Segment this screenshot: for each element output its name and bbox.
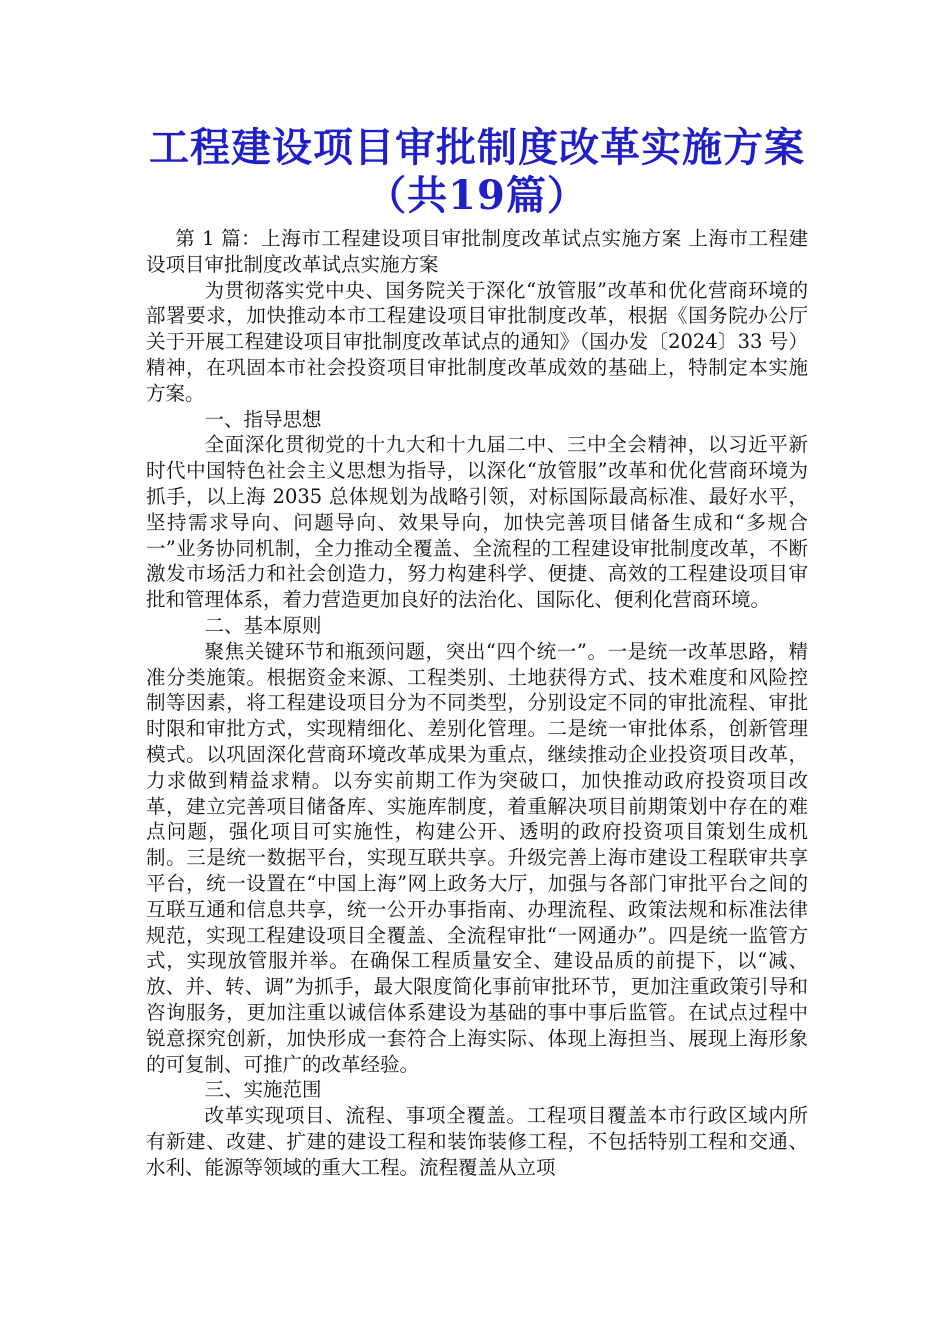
body-paragraph: 改革实现项目、流程、事项全覆盖。工程项目覆盖本市行政区域内所有新建、改建、扩建的建设工程和装饰装修工程，不包括特别工程和交通、水利、能源等领域的重大工程。流程覆盖从立项 <box>146 1104 808 1179</box>
body-paragraph: 聚焦关键环节和瓶颈问题，突出“四个统一”。一是统一改革思路，精准分类施策。根据资金来源、工程类别、土地获得方式、技术难度和风险控制等因素，将工程建设项目分为不同类型，分别设定不同的审批流程、审批时限和审批方式，实现精细化、差别化管理。二是统一审批体系，创新管理模式。以巩固深化营商环境改革成果为重点，继续推动企业投资项目改革，力求做到精益求精。以夯实前期工作为突破口，加快推动政府投资项目改革，建立完善项目储备库、实施库制度，着重解决项目前期策划中存在的难点问题，强化项目可实施性，构建公开、透明的政府投资项目策划生成机制。三是统一数据平台，实现互联共享。升级完善上海市建设工程联审共享平台，统一设置在“中国上海”网上政务大厅，加强与各部门审批平台之间的互联互通和信息共享，统一公开办事指南、办理流程、政策法规和标准法律规范，实现工程建设项目全覆盖、全流程审批“一网通办”。四是统一监管方式，实现放管服并举。在确保工程质量安全、建设品质的前提下，以“减、放、并、转、调”为抓手，最大限度简化事前审批环节，更加注重政策引导和咨询服务，更加注重以诚信体系建设为基础的事中事后监管。在试点过程中锐意探究创新，加快形成一套符合上海实际、体现上海担当、展现上海形象的可复制、可推广的改革经验。 <box>146 639 808 1076</box>
document-title: 工程建设项目审批制度改革实施方案（共19篇） <box>149 124 805 219</box>
document-body <box>146 226 808 1180</box>
body-paragraph: 为贯彻落实党中央、国务院关于深化“放管服”改革和优化营商环境的部署要求，加快推动本市工程建设项目审批制度改革，根据《国务院办公厅关于开展工程建设项目审批制度改革试点的通知》（国办发〔2024〕33 号）精神，在巩固本市社会投资项目审批制度改革成效的基础上，特制定本实施方案。 <box>146 278 808 405</box>
section-heading: 一、指导思想 <box>204 407 322 431</box>
body-paragraph: 全面深化贯彻党的十九大和十九届二中、三中全会精神，以习近平新时代中国特色社会主义思想为指导，以深化“放管服”改革和优化营商环境为抓手，以上海 2035 总体规划为战略引领，对标国际最高标准、最好水平，坚持需求导向、问题导向、效果导向，加快完善项目储备生成和“多规合一”业务协同机制，全力推动全覆盖、全流程的工程建设审批制度改革，不断激发市场活力和社会创造力，努力构建科学、便捷、高效的工程建设项目审批和管理体系，着力营造更加良好的法治化、国际化、便利化营商环境。 <box>146 433 808 612</box>
section-heading: 三、实施范围 <box>204 1078 322 1102</box>
chapter-heading: 第 1 篇：上海市工程建设项目审批制度改革试点实施方案 上海市工程建设项目审批制度改革试点实施方案 <box>146 227 808 276</box>
section-heading: 二、基本原则 <box>204 613 322 637</box>
